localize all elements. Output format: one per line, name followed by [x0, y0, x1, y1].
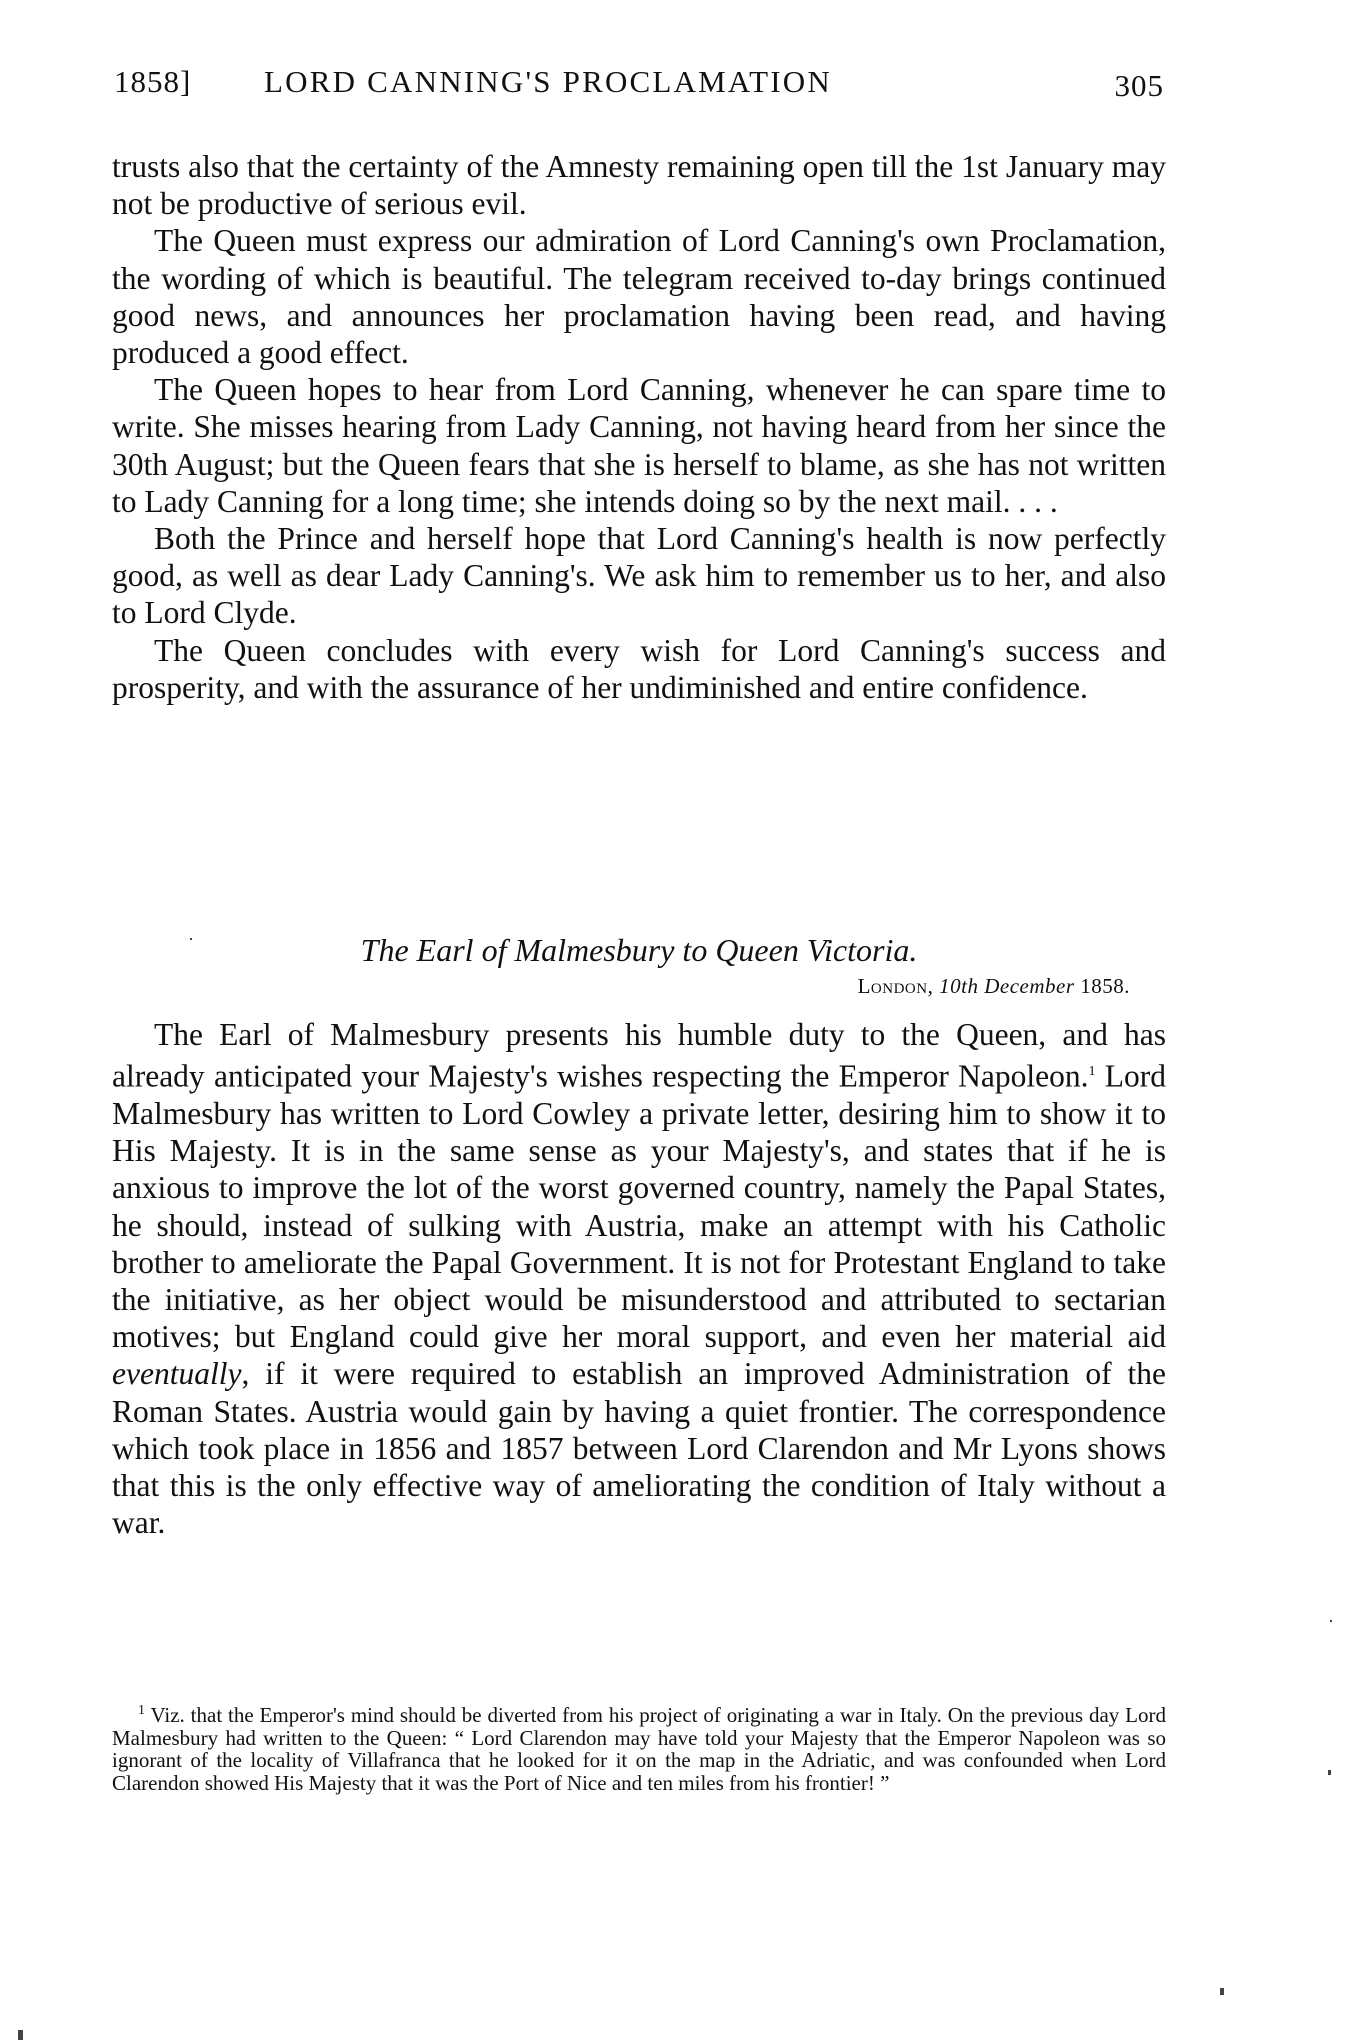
footnote-text — [112, 1700, 1166, 1794]
footnote-body: Viz. that the Emperor's mind should be diverted from his project of originating a war in Italy. On the previous day Lord Malmesbury had written to the Queen: “ Lord Clarendon may have told your Majesty that the Emperor Napoleon was so ignorant of the locality of Villafranca that he looked for it on the map in the Adriatic, and was confounded when Lord Clarendon showed His Majesty that it was the Port of Nice and ten miles from his frontier! ” — [112, 1703, 1166, 1795]
scan-speck — [1328, 1770, 1331, 1775]
dateline-place: London, — [857, 974, 934, 998]
text-run: , if it were required to establish an improved Administration of the Roman States. Austria would gain by having a quiet frontier. The correspondence which took place in 1856 and 1857 between Lord Clarendon and Mr Lyons shows that this is the only effective way of ameliorating the condition of Italy without a war. — [112, 1356, 1166, 1541]
footnote-marker: 1 — [138, 1703, 145, 1718]
page-number: 305 — [1114, 68, 1164, 103]
letter-2-body — [112, 1016, 1166, 1541]
letter-1-continuation — [112, 148, 1166, 706]
paragraph: Both the Prince and herself hope that Lord Canning's health is now perfectly good, as well as dear Lady Canning's. We ask him to remember us to her, and also to Lord Clyde. — [112, 521, 1166, 631]
footnote-reference[interactable]: 1 — [1088, 1064, 1096, 1080]
paragraph: The Queen hopes to hear from Lord Canning, whenever he can spare time to write. She misses hearing from Lady Canning, not having heard from her since the 30th August; but the Queen fears that she is herself to blame, as she has not written to Lady Canning for a long time; she intends doing so by the next mail. . . . — [112, 372, 1166, 519]
paragraph: The Queen must express our admiration of Lord Canning's own Proclamation, the wording of which is beautiful. The telegram received to-day brings continued good news, and announces her proclamation having been read, and having produced a good effect. — [112, 223, 1166, 371]
paragraph: The Queen concludes with every wish for Lord Canning's success and prosperity, and with the assurance of her undiminished and entire confidence. — [112, 632, 1166, 705]
dateline — [858, 974, 1130, 999]
emphasis: eventually — [112, 1356, 242, 1392]
scan-speck — [1330, 1620, 1332, 1622]
footnote — [112, 1700, 1166, 1794]
text-run: The Earl of Malmesbury presents his humble duty to the Queen, and has already anticipated your Majesty's wishes respecting the Emperor Napoleon. — [112, 1017, 1166, 1094]
scan-speck — [190, 938, 192, 940]
dateline-month: December — [984, 974, 1075, 998]
dateline-day: 10th — [939, 974, 979, 998]
text-run: Lord Malmesbury has written to Lord Cowley a private letter, desiring him to show it to His Majesty. It is in the same sense as your Majesty's, and states that if he is anxious to improve the lot of the worst governed country, namely the Papal States, he should, instead of sulking with Austria, make an attempt with his Catholic brother to ameliorate the Papal Government. It is not for Protestant England to take the initiative, as her object would be misunderstood and attributed to sectarian motives; but England could give her moral support, and even her material aid — [112, 1058, 1166, 1355]
letter-heading: The Earl of Malmesbury to Queen Victoria. — [360, 932, 918, 968]
running-head-title: LORD CANNING'S PROCLAMATION — [264, 64, 832, 99]
paragraph — [112, 1016, 1166, 1541]
running-head-year: 1858] — [114, 64, 192, 99]
dateline-year: 1858. — [1080, 974, 1130, 998]
running-head — [112, 64, 1166, 108]
paragraph: trusts also that the certainty of the Amnesty remaining open till the 1st January may not be productive of serious evil. — [112, 149, 1166, 222]
scan-speck — [1220, 1988, 1224, 1995]
scan-speck — [18, 2030, 23, 2040]
